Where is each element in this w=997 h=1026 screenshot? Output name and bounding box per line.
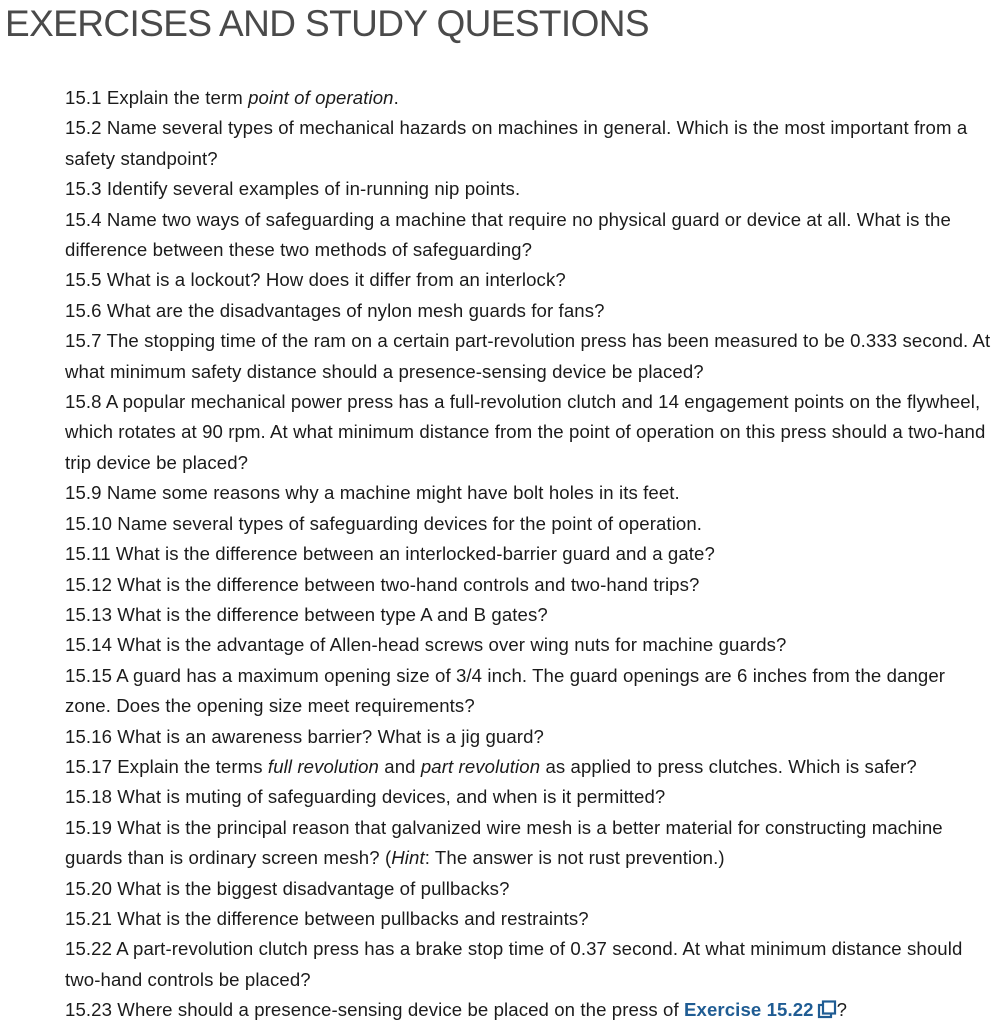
question-15-20: 15.20 What is the biggest disadvantage of pullbacks? [65, 877, 510, 899]
question-text: . [393, 87, 399, 108]
question-text: : The answer is not rust prevention.) [424, 847, 725, 869]
question-15-6: 15.6 What are the disadvantages of nylon mesh guards for fans? [65, 299, 605, 321]
page-title: EXERCISES AND STUDY QUESTIONS [5, 3, 649, 44]
question-text: ? [836, 999, 848, 1021]
question-text: 15.23 Where should a presence-sensing device be placed on the press of [65, 999, 685, 1021]
question-15-19 [65, 813, 993, 874]
question-text: 15.1 Explain the term [65, 87, 249, 108]
question-text: as applied to press clutches. Which is safer? [540, 755, 917, 777]
question-15-17 [65, 752, 993, 782]
question-15-15: 15.15 A guard has a maximum opening size of 3/4 inch. The guard openings are 6 inches from the danger zone. Does the opening size meet requirements? [65, 664, 946, 717]
question-15-16: 15.16 What is an awareness barrier? What is a jig guard? [65, 725, 544, 747]
italic-term: Hint [391, 847, 425, 869]
question-15-5: 15.5 What is a lockout? How does it differ from an interlock? [65, 269, 566, 291]
question-15-4: 15.4 Name two ways of safeguarding a machine that require no physical guard or device at all. What is the difference between these two methods of safeguarding? [65, 208, 951, 261]
question-15-23 [65, 995, 993, 1025]
exercise-15-22-link[interactable] [684, 999, 837, 1020]
question-15-8: 15.8 A popular mechanical power press has a full-revolution clutch and 14 engagement points on the flywheel, which rotates at 90 rpm. At what minimum distance from the point of operation on this press should a two-hand trip device be placed? [65, 391, 986, 473]
question-15-9: 15.9 Name some reasons why a machine might have bolt holes in its feet. [65, 482, 680, 504]
question-list [65, 83, 993, 1026]
exercise-link-label: Exercise 15.22 [684, 999, 814, 1021]
question-text: 15.17 Explain the terms [65, 755, 268, 777]
italic-term: full revolution [267, 755, 379, 777]
question-15-21: 15.21 What is the difference between pullbacks and restraints? [65, 907, 589, 929]
open-in-new-window-icon [817, 1000, 837, 1019]
question-15-18: 15.18 What is muting of safeguarding devices, and when is it permitted? [65, 786, 666, 808]
question-15-14: 15.14 What is the advantage of Allen-head screws over wing nuts for machine guards? [65, 634, 787, 656]
italic-term: point of operation [248, 87, 394, 108]
question-15-2: 15.2 Name several types of mechanical hazards on machines in general. Which is the most important from a safety standpoint? [65, 117, 968, 169]
question-15-11: 15.11 What is the difference between an interlocked-barrier guard and a gate? [65, 543, 715, 565]
question-15-3: 15.3 Identify several examples of in-running nip points. [65, 178, 521, 200]
question-text: and [378, 755, 421, 777]
question-15-7: 15.7 The stopping time of the ram on a certain part-revolution press has been measured to be 0.333 second. At what minimum safety distance should a presence-sensing device be placed? [65, 330, 991, 382]
question-15-13: 15.13 What is the difference between type A and B gates? [65, 603, 548, 625]
question-15-1 [65, 83, 993, 113]
question-15-10: 15.10 Name several types of safeguarding devices for the point of operation. [65, 512, 703, 534]
question-15-22: 15.22 A part-revolution clutch press has a brake stop time of 0.37 second. At what minimum distance should two-hand controls be placed? [65, 938, 963, 990]
italic-term: part revolution [420, 755, 541, 777]
question-15-12: 15.12 What is the difference between two-hand controls and two-hand trips? [65, 573, 700, 595]
question-text: 15.19 What is the principal reason that galvanized wire mesh is a better material for constructing machine guards than is ordinary screen mesh? ( [65, 816, 943, 869]
